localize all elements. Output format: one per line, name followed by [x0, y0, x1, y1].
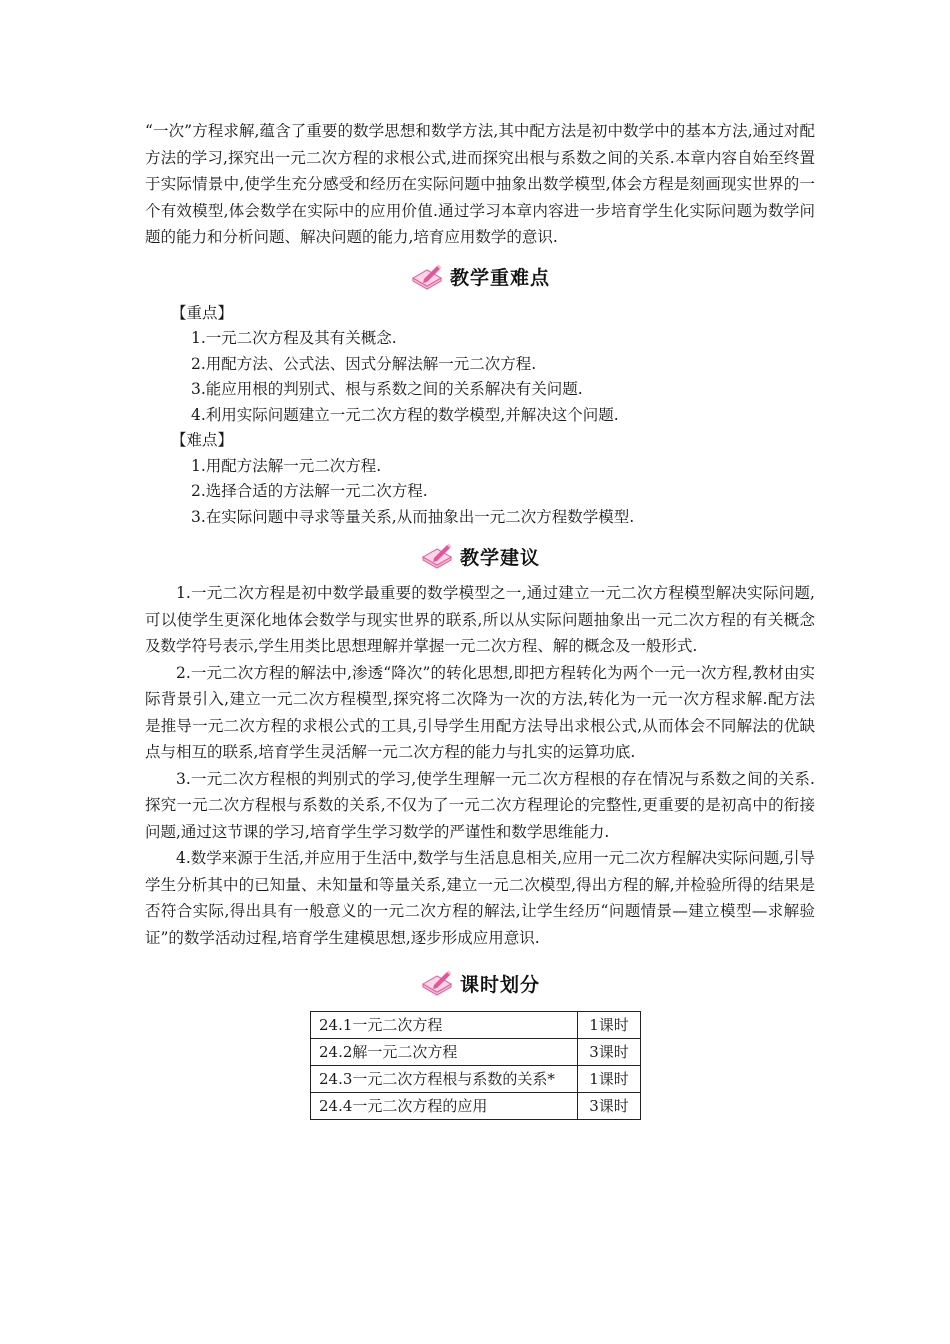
table-cell-hours: 3课时: [578, 1039, 641, 1066]
section-title: 课时划分: [459, 973, 540, 996]
table-cell-topic: 24.3一元二次方程根与系数的关系*: [311, 1066, 578, 1093]
intro-paragraph: “一次”方程求解,蕴含了重要的数学思想和数学方法,其中配方法是初中数学中的基本方法,通过对配方法的学习,探究出一元二次方程的求根公式,进而探究出根与系数之间的关系.本章内容自始至终置于实际情景中,使学生充分感受和经历在实际问题中抽象出数学模型,体会方程是刻画现实世界的一个有效模型,体会数学在实际中的应用价值.通过学习本章内容进一步培育学生化实际问题为数学问题的能力和分析问题、解决问题的能力,培育应用数学的意识.: [145, 122, 815, 246]
table-row: [311, 1012, 641, 1039]
section-heading-schedule: [145, 965, 815, 1001]
suggestion-paragraph: 3.一元二次方程根的判别式的学习,使学生理解一元二次方程根的存在情况与系数之间的关系.探究一元二次方程根与系数的关系,不仅为了一元二次方程理论的完整性,更重要的是初高中的衔接问题,通过这节课的学习,培育学生学习数学的严谨性和数学思维能力.: [145, 769, 815, 841]
suggestion-paragraph: 4.数学来源于生活,并应用于生活中,数学与生活息息相关,应用一元二次方程解决实际问题,引导学生分析其中的已知量、未知量和等量关系,建立一元二次模型,得出方程的解,并检验所得的结果是否符合实际,得出具有一般意义的一元二次方程的解法,让学生经历“问题情景—建立模型—求解验证”的数学活动过程,培育学生建模思想,逐步形成应用意识.: [145, 849, 815, 947]
pencil-book-icon: [420, 541, 454, 571]
list-item: 1.一元二次方程及其有关概念.: [191, 329, 397, 347]
table-row: [311, 1039, 641, 1066]
section-heading-suggestions: [145, 538, 815, 574]
suggestion-paragraph: 2.一元二次方程的解法中,渗透“降次”的转化思想,即把方程转化为两个一元一次方程,教材由实际背景引入,建立一元二次方程模型,探究将二次降为一次的方法,转化为一元一次方程求解.配方法是推导一元二次方程的求根公式的工具,引导学生用配方法导出求根公式,从而体会不同解法的优缺点与相互的联系,培育学生灵活解一元二次方程的能力与扎实的运算功底.: [145, 663, 815, 761]
nandian-label: 【难点】: [171, 431, 234, 449]
list-item: 2.选择合适的方法解一元二次方程.: [191, 482, 428, 500]
table-cell-hours: 1课时: [578, 1066, 641, 1093]
table-cell-hours: 3课时: [578, 1093, 641, 1120]
key-points-block: [145, 301, 815, 531]
list-item: 3.能应用根的判别式、根与系数之间的关系解决有关问题.: [191, 380, 583, 398]
table-row: [311, 1066, 641, 1093]
suggestion-paragraph: 1.一元二次方程是初中数学最重要的数学模型之一,通过建立一元二次方程模型解决实际问题,可以使学生更深化地体会数学与现实世界的联系,所以从实际问题抽象出一元二次方程的有关概念及数学符号表示,学生用类比思想理解并掌握一元二次方程、解的概念及一般形式.: [145, 584, 815, 655]
list-item: 4.利用实际问题建立一元二次方程的数学模型,并解决这个问题.: [191, 405, 619, 424]
list-item: 1.用配方法解一元二次方程.: [191, 456, 382, 475]
table-cell-topic: 24.1一元二次方程: [311, 1012, 578, 1039]
pencil-book-icon: [420, 968, 454, 998]
schedule-table: [310, 1011, 641, 1120]
table-cell-topic: 24.4一元二次方程的应用: [311, 1093, 578, 1120]
zhongdian-label: 【重点】: [171, 303, 234, 322]
document-page: [145, 118, 815, 1120]
list-item: 3.在实际问题中寻求等量关系,从而抽象出一元二次方程数学模型.: [191, 507, 635, 526]
list-item: 2.用配方法、公式法、因式分解法解一元二次方程.: [191, 354, 537, 373]
section-title: 教学建议: [459, 546, 540, 569]
table-cell-hours: 1课时: [578, 1012, 641, 1039]
table-row: [311, 1093, 641, 1120]
section-heading-key-points: [145, 259, 815, 295]
table-cell-topic: 24.2解一元二次方程: [311, 1039, 578, 1066]
section-title: 教学重难点: [449, 267, 550, 289]
pencil-book-icon: [410, 262, 444, 292]
